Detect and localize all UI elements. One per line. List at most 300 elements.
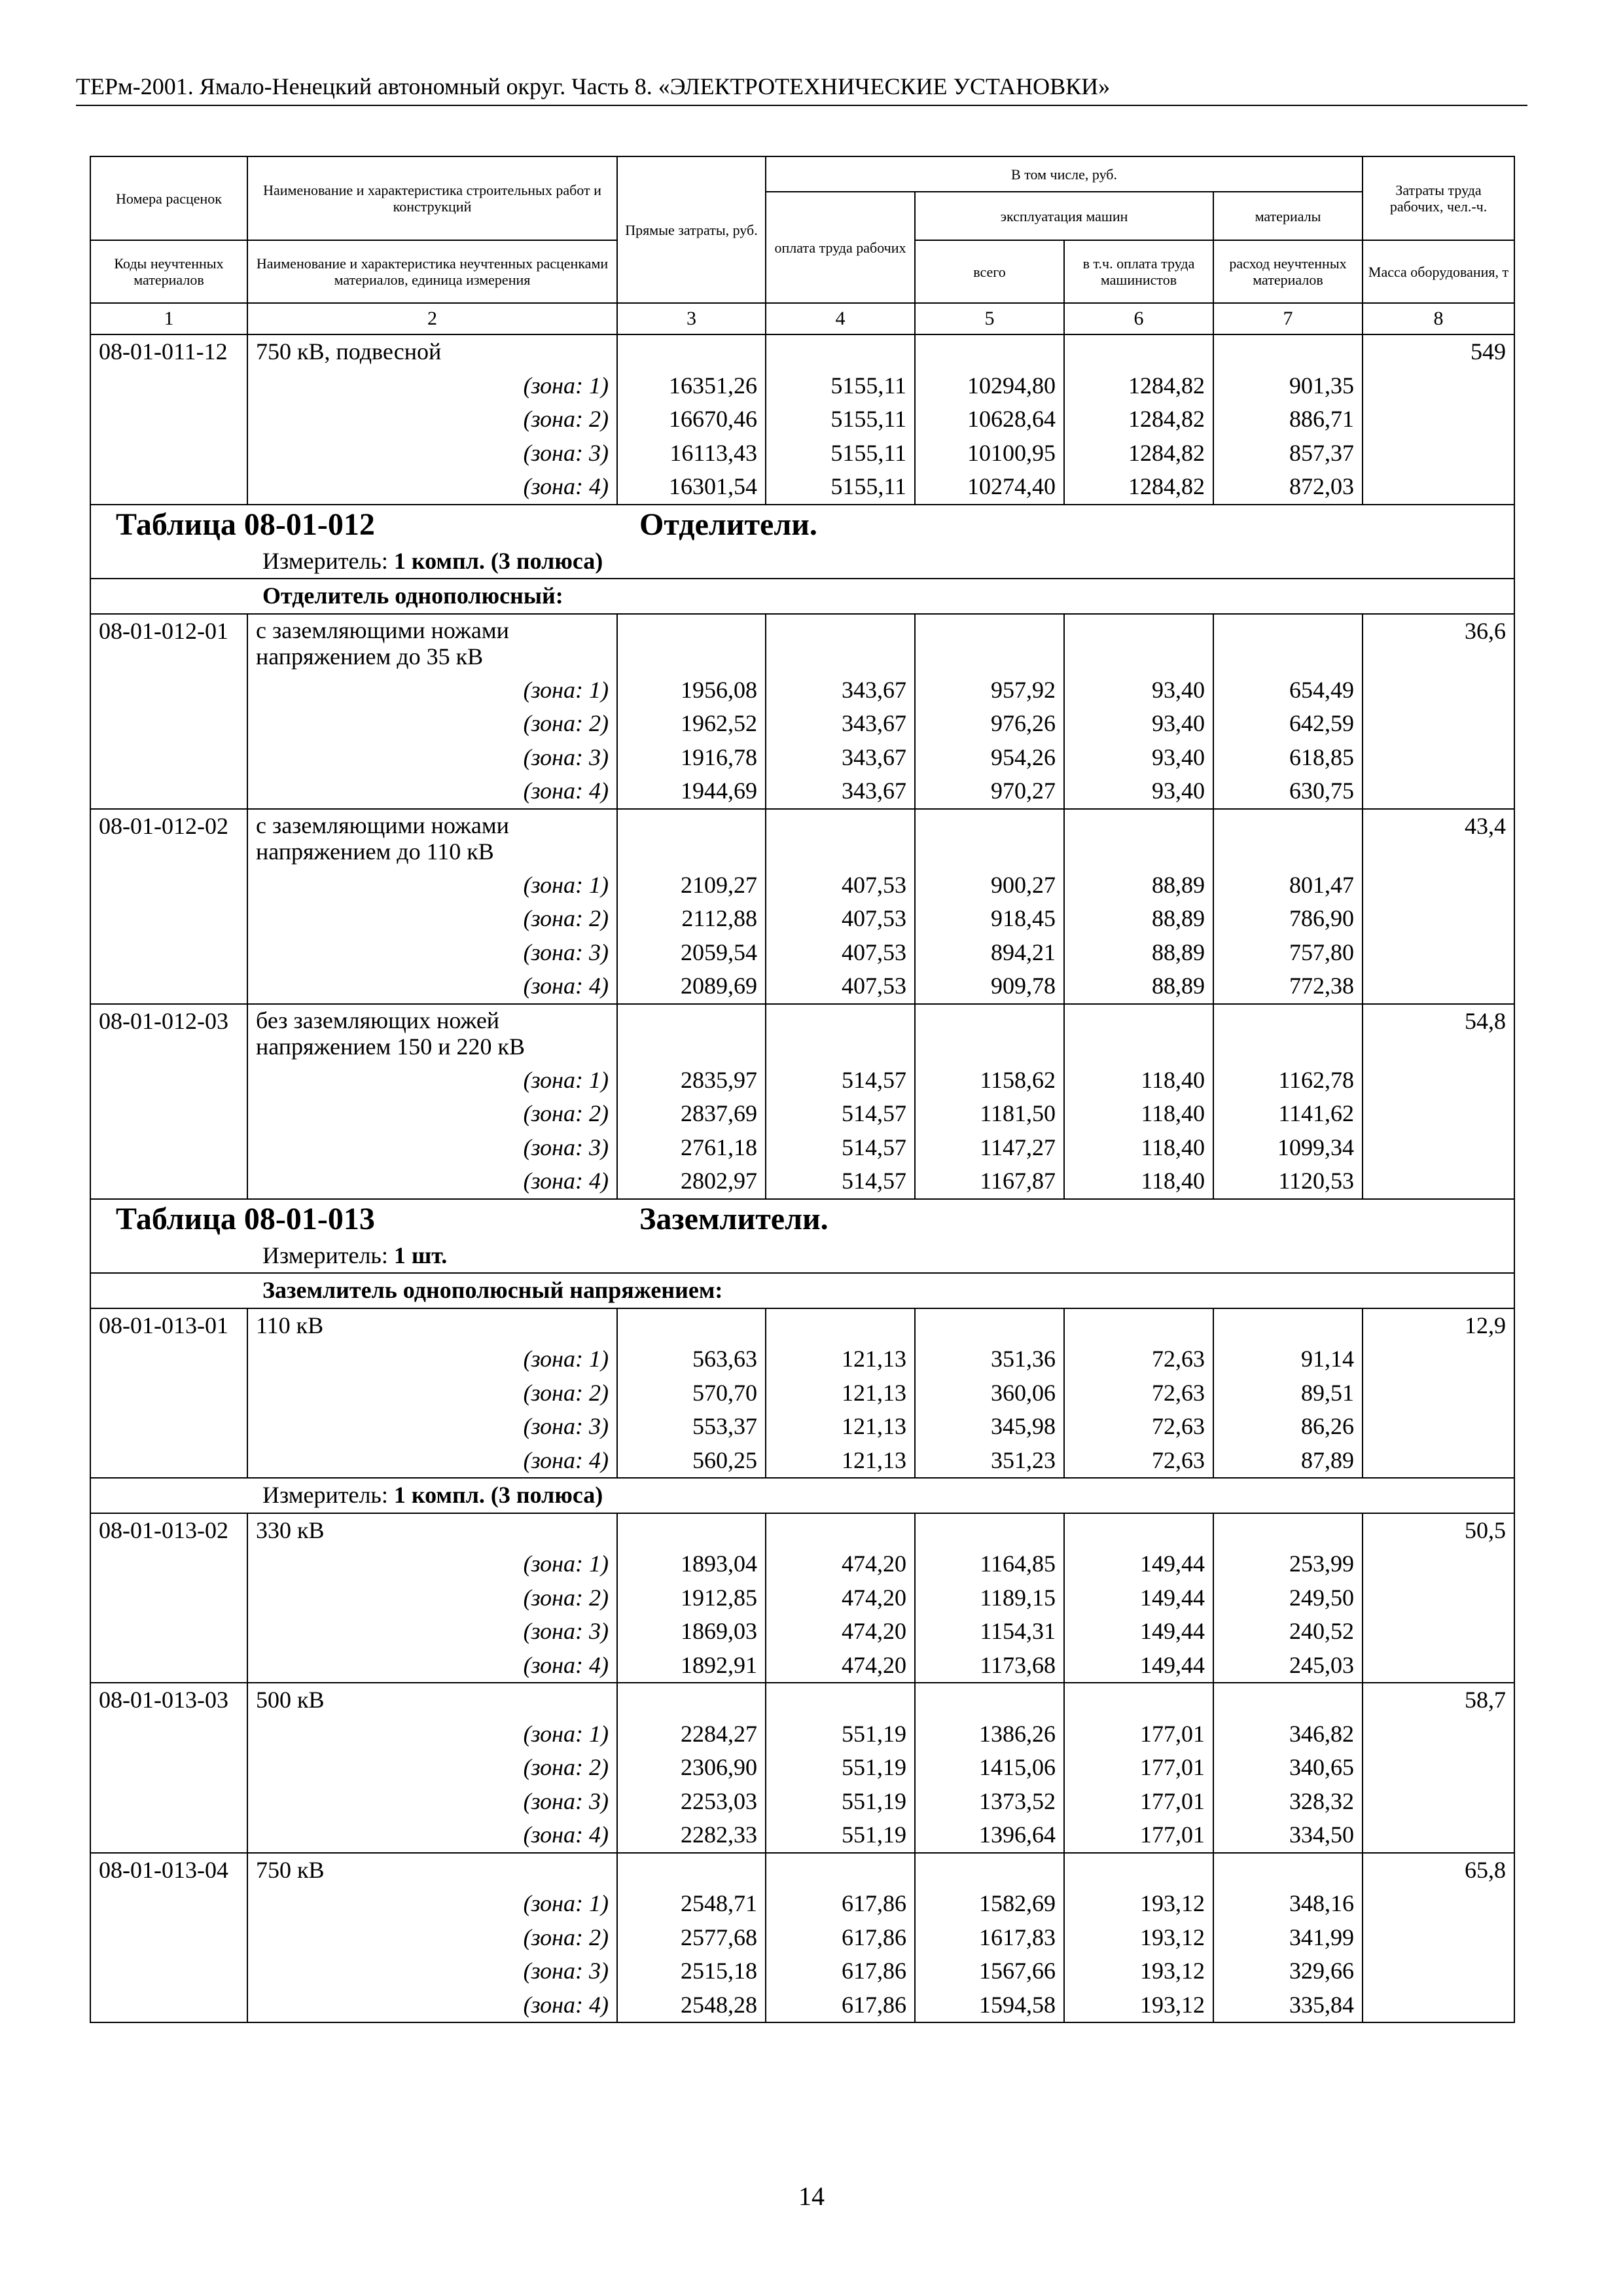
- empty-cell: [90, 1887, 247, 1921]
- col-header-including: В том числе, руб.: [766, 156, 1363, 192]
- empty-cell: [90, 1064, 247, 1098]
- col-number: 5: [915, 303, 1064, 334]
- materials: 1099,34: [1213, 1131, 1363, 1165]
- machines-total: 1173,68: [915, 1649, 1064, 1683]
- zone-row: [90, 1547, 1514, 1581]
- section-title: Отделитель однополюсный:: [262, 583, 563, 609]
- operator-wages: 88,89: [1064, 969, 1213, 1004]
- zone-label: (зона: 3): [247, 1954, 617, 1988]
- col-header-material-codes: Коды неучтенных материалов: [90, 240, 247, 303]
- table-row: [90, 1683, 1514, 1717]
- empty-cell: [1363, 741, 1514, 775]
- materials: 245,03: [1213, 1649, 1363, 1683]
- worker-wages: 617,86: [766, 1921, 915, 1955]
- empty-cell: [90, 1649, 247, 1683]
- worker-wages: 5155,11: [766, 369, 915, 403]
- rate-code: 08-01-011-12: [90, 334, 247, 369]
- empty-cell: [1213, 1853, 1363, 1888]
- zone-label: (зона: 1): [247, 369, 617, 403]
- table-row: [90, 809, 1514, 869]
- col-number: 4: [766, 303, 915, 334]
- work-name: 750 кВ, подвесной: [247, 334, 617, 369]
- table-title-row: [90, 505, 1514, 545]
- empty-cell: [90, 1717, 247, 1751]
- zone-label: (зона: 1): [247, 1064, 617, 1098]
- operator-wages: 177,01: [1064, 1751, 1213, 1785]
- col-header-material-usage: расход неучтенных материалов: [1213, 240, 1363, 303]
- zone-row: [90, 1887, 1514, 1921]
- equipment-mass: 65,8: [1363, 1853, 1514, 1888]
- operator-wages: 149,44: [1064, 1649, 1213, 1683]
- machines-total: 894,21: [915, 936, 1064, 970]
- empty-cell: [915, 1853, 1064, 1888]
- empty-cell: [617, 334, 766, 369]
- machines-total: 1415,06: [915, 1751, 1064, 1785]
- zone-label: (зона: 4): [247, 1988, 617, 2023]
- empty-cell: [1363, 1988, 1514, 2023]
- operator-wages: 177,01: [1064, 1785, 1213, 1819]
- materials: 857,37: [1213, 437, 1363, 471]
- empty-cell: [617, 1004, 766, 1064]
- operator-wages: 1284,82: [1064, 403, 1213, 437]
- operator-wages: 93,40: [1064, 707, 1213, 741]
- empty-cell: [915, 614, 1064, 673]
- machines-total: 351,36: [915, 1342, 1064, 1376]
- worker-wages: 551,19: [766, 1751, 915, 1785]
- empty-cell: [1363, 1751, 1514, 1785]
- materials: 249,50: [1213, 1581, 1363, 1615]
- zone-label: (зона: 3): [247, 1615, 617, 1649]
- empty-cell: [617, 1308, 766, 1343]
- empty-cell: [1363, 1444, 1514, 1479]
- empty-cell: [766, 809, 915, 869]
- empty-cell: [90, 1131, 247, 1165]
- materials: 1162,78: [1213, 1064, 1363, 1098]
- zone-label: (зона: 2): [247, 403, 617, 437]
- worker-wages: 407,53: [766, 936, 915, 970]
- unit-label: Измеритель:: [262, 547, 394, 574]
- machines-total: 10274,40: [915, 470, 1064, 505]
- zone-row: [90, 1444, 1514, 1479]
- operator-wages: 193,12: [1064, 1988, 1213, 2023]
- materials: 86,26: [1213, 1410, 1363, 1444]
- col-number: 7: [1213, 303, 1363, 334]
- zone-label: (зона: 2): [247, 1921, 617, 1955]
- empty-cell: [766, 1853, 915, 1888]
- direct-costs: 2284,27: [617, 1717, 766, 1751]
- empty-cell: [90, 673, 247, 708]
- col-header-machines: эксплуатация машин: [915, 192, 1213, 240]
- operator-wages: 72,63: [1064, 1376, 1213, 1410]
- work-name: с заземляющими ножами напряжением до 110 кВ: [247, 809, 617, 869]
- zone-row: [90, 869, 1514, 903]
- empty-cell: [766, 1513, 915, 1548]
- machines-total: 1154,31: [915, 1615, 1064, 1649]
- materials: 630,75: [1213, 774, 1363, 809]
- empty-cell: [1363, 437, 1514, 471]
- zone-label: (зона: 3): [247, 936, 617, 970]
- col-header-material-names: Наименование и характеристика неучтенных расценками материалов, единица измерения: [247, 240, 617, 303]
- work-name: без заземляющих ножей напряжением 150 и 220 кВ: [247, 1004, 617, 1064]
- unit-text: [99, 1241, 447, 1270]
- empty-cell: [1363, 470, 1514, 505]
- empty-cell: [90, 437, 247, 471]
- zone-row: [90, 1064, 1514, 1098]
- table-row: [90, 1308, 1514, 1343]
- machines-total: 345,98: [915, 1410, 1064, 1444]
- direct-costs: 16113,43: [617, 437, 766, 471]
- zone-row: [90, 403, 1514, 437]
- col-header-labor: Затраты труда рабочих, чел.-ч.: [1363, 156, 1514, 240]
- empty-cell: [90, 774, 247, 809]
- zone-row: [90, 1717, 1514, 1751]
- direct-costs: 2548,71: [617, 1887, 766, 1921]
- unit-cell: [90, 545, 1514, 579]
- machines-total: 1386,26: [915, 1717, 1064, 1751]
- empty-cell: [90, 470, 247, 505]
- unit-cell: [90, 1239, 1514, 1274]
- materials: 786,90: [1213, 902, 1363, 936]
- zone-row: [90, 1376, 1514, 1410]
- zone-label: (зона: 1): [247, 673, 617, 708]
- direct-costs: 570,70: [617, 1376, 766, 1410]
- unit-text: [99, 547, 603, 575]
- empty-cell: [90, 1410, 247, 1444]
- direct-costs: 16301,54: [617, 470, 766, 505]
- materials: 91,14: [1213, 1342, 1363, 1376]
- rate-code: 08-01-012-01: [90, 614, 247, 673]
- materials: 334,50: [1213, 1818, 1363, 1853]
- empty-cell: [1363, 902, 1514, 936]
- zone-label: (зона: 4): [247, 470, 617, 505]
- zone-label: (зона: 2): [247, 707, 617, 741]
- zone-label: (зона: 3): [247, 1785, 617, 1819]
- zone-row: [90, 1342, 1514, 1376]
- empty-cell: [1363, 1064, 1514, 1098]
- empty-cell: [90, 969, 247, 1004]
- zone-row: [90, 470, 1514, 505]
- empty-cell: [617, 1853, 766, 1888]
- direct-costs: 2837,69: [617, 1097, 766, 1131]
- zone-row: [90, 774, 1514, 809]
- equipment-mass: 50,5: [1363, 1513, 1514, 1548]
- rate-code: 08-01-012-02: [90, 809, 247, 869]
- zone-label: (зона: 1): [247, 1717, 617, 1751]
- materials: 1120,53: [1213, 1164, 1363, 1199]
- zone-row: [90, 1921, 1514, 1955]
- zone-label: (зона: 3): [247, 437, 617, 471]
- zone-label: (зона: 2): [247, 902, 617, 936]
- empty-cell: [1363, 1615, 1514, 1649]
- zone-row: [90, 1131, 1514, 1165]
- worker-wages: 343,67: [766, 673, 915, 708]
- materials: 618,85: [1213, 741, 1363, 775]
- direct-costs: 563,63: [617, 1342, 766, 1376]
- empty-cell: [90, 1988, 247, 2023]
- zone-row: [90, 1581, 1514, 1615]
- empty-cell: [617, 1513, 766, 1548]
- zone-label: (зона: 3): [247, 1131, 617, 1165]
- worker-wages: 121,13: [766, 1342, 915, 1376]
- operator-wages: 72,63: [1064, 1342, 1213, 1376]
- table-title-cell: [90, 1199, 1514, 1239]
- machines-total: 1582,69: [915, 1887, 1064, 1921]
- zone-label: (зона: 1): [247, 1547, 617, 1581]
- materials: 340,65: [1213, 1751, 1363, 1785]
- table-id: Таблица 08-01-012: [116, 507, 375, 542]
- zone-row: [90, 1615, 1514, 1649]
- direct-costs: 2548,28: [617, 1988, 766, 2023]
- empty-cell: [1213, 1308, 1363, 1343]
- empty-cell: [90, 1164, 247, 1199]
- machines-total: 918,45: [915, 902, 1064, 936]
- empty-cell: [1363, 707, 1514, 741]
- worker-wages: 514,57: [766, 1131, 915, 1165]
- direct-costs: 1893,04: [617, 1547, 766, 1581]
- empty-cell: [915, 1004, 1064, 1064]
- worker-wages: 551,19: [766, 1717, 915, 1751]
- operator-wages: 149,44: [1064, 1615, 1213, 1649]
- machines-total: 1396,64: [915, 1818, 1064, 1853]
- section-row: [90, 579, 1514, 614]
- empty-cell: [90, 1615, 247, 1649]
- machines-total: 360,06: [915, 1376, 1064, 1410]
- zone-label: (зона: 3): [247, 1410, 617, 1444]
- empty-cell: [915, 1513, 1064, 1548]
- empty-cell: [1363, 1921, 1514, 1955]
- machines-total: 900,27: [915, 869, 1064, 903]
- materials: 757,80: [1213, 936, 1363, 970]
- empty-cell: [90, 1581, 247, 1615]
- materials: 801,47: [1213, 869, 1363, 903]
- empty-cell: [1213, 1513, 1363, 1548]
- zone-row: [90, 902, 1514, 936]
- worker-wages: 407,53: [766, 969, 915, 1004]
- worker-wages: 5155,11: [766, 470, 915, 505]
- empty-cell: [1363, 1785, 1514, 1819]
- zone-label: (зона: 1): [247, 1342, 617, 1376]
- zone-label: (зона: 2): [247, 1581, 617, 1615]
- direct-costs: 16351,26: [617, 369, 766, 403]
- machines-total: 1147,27: [915, 1131, 1064, 1165]
- materials: 1141,62: [1213, 1097, 1363, 1131]
- empty-cell: [90, 1547, 247, 1581]
- table-title: Заземлители.: [639, 1201, 829, 1236]
- machines-total: 10100,95: [915, 437, 1064, 471]
- empty-cell: [1363, 1581, 1514, 1615]
- empty-cell: [1363, 1097, 1514, 1131]
- direct-costs: 2282,33: [617, 1818, 766, 1853]
- direct-costs: 2577,68: [617, 1921, 766, 1955]
- equipment-mass: 58,7: [1363, 1683, 1514, 1717]
- operator-wages: 193,12: [1064, 1954, 1213, 1988]
- empty-cell: [1064, 334, 1213, 369]
- empty-cell: [90, 707, 247, 741]
- machines-total: 10628,64: [915, 403, 1064, 437]
- worker-wages: 514,57: [766, 1097, 915, 1131]
- table-id: Таблица 08-01-013: [116, 1201, 375, 1236]
- worker-wages: 551,19: [766, 1818, 915, 1853]
- materials: 240,52: [1213, 1615, 1363, 1649]
- empty-cell: [617, 614, 766, 673]
- zone-label: (зона: 4): [247, 1818, 617, 1853]
- empty-cell: [1363, 1342, 1514, 1376]
- section-cell: [90, 1273, 1514, 1308]
- operator-wages: 118,40: [1064, 1164, 1213, 1199]
- operator-wages: 88,89: [1064, 936, 1213, 970]
- operator-wages: 149,44: [1064, 1581, 1213, 1615]
- operator-wages: 118,40: [1064, 1097, 1213, 1131]
- worker-wages: 343,67: [766, 741, 915, 775]
- worker-wages: 407,53: [766, 902, 915, 936]
- empty-cell: [1064, 1853, 1213, 1888]
- zone-row: [90, 369, 1514, 403]
- worker-wages: 343,67: [766, 707, 915, 741]
- worker-wages: 121,13: [766, 1444, 915, 1479]
- direct-costs: 2109,27: [617, 869, 766, 903]
- direct-costs: 2306,90: [617, 1751, 766, 1785]
- direct-costs: 2059,54: [617, 936, 766, 970]
- unit-text: [99, 1480, 603, 1509]
- machines-total: 1594,58: [915, 1988, 1064, 2023]
- direct-costs: 1944,69: [617, 774, 766, 809]
- operator-wages: 72,63: [1064, 1410, 1213, 1444]
- empty-cell: [617, 1683, 766, 1717]
- empty-cell: [1363, 969, 1514, 1004]
- work-name: 750 кВ: [247, 1853, 617, 1888]
- direct-costs: 560,25: [617, 1444, 766, 1479]
- zone-row: [90, 673, 1514, 708]
- materials: 348,16: [1213, 1887, 1363, 1921]
- empty-cell: [1363, 1717, 1514, 1751]
- table-row: [90, 1853, 1514, 1888]
- col-number: 1: [90, 303, 247, 334]
- zone-label: (зона: 4): [247, 774, 617, 809]
- empty-cell: [90, 1444, 247, 1479]
- zone-label: (зона: 4): [247, 1444, 617, 1479]
- zone-row: [90, 437, 1514, 471]
- zone-label: (зона: 2): [247, 1097, 617, 1131]
- unit-value: 1 компл. (3 полюса): [393, 1482, 603, 1508]
- table-title-cell: [90, 505, 1514, 545]
- worker-wages: 474,20: [766, 1547, 915, 1581]
- col-header-wages: оплата труда рабочих: [766, 192, 915, 303]
- materials: 886,71: [1213, 403, 1363, 437]
- empty-cell: [1064, 809, 1213, 869]
- empty-cell: [90, 1921, 247, 1955]
- empty-cell: [1213, 1683, 1363, 1717]
- materials: 654,49: [1213, 673, 1363, 708]
- empty-cell: [1363, 869, 1514, 903]
- table-title: Отделители.: [639, 507, 817, 542]
- empty-cell: [90, 403, 247, 437]
- empty-cell: [1363, 1887, 1514, 1921]
- empty-cell: [1363, 936, 1514, 970]
- machines-total: 954,26: [915, 741, 1064, 775]
- machines-total: 1189,15: [915, 1581, 1064, 1615]
- work-name: 500 кВ: [247, 1683, 617, 1717]
- empty-cell: [766, 614, 915, 673]
- empty-cell: [90, 1751, 247, 1785]
- operator-wages: 1284,82: [1064, 369, 1213, 403]
- materials: 335,84: [1213, 1988, 1363, 2023]
- empty-cell: [90, 902, 247, 936]
- zone-label: (зона: 2): [247, 1376, 617, 1410]
- empty-cell: [1213, 334, 1363, 369]
- materials: 346,82: [1213, 1717, 1363, 1751]
- machines-total: 10294,80: [915, 369, 1064, 403]
- table-body: [90, 334, 1514, 2022]
- empty-cell: [90, 869, 247, 903]
- empty-cell: [766, 1308, 915, 1343]
- zone-label: (зона: 4): [247, 969, 617, 1004]
- empty-cell: [1064, 1683, 1213, 1717]
- machines-total: 1567,66: [915, 1954, 1064, 1988]
- empty-cell: [1363, 1547, 1514, 1581]
- rate-code: 08-01-013-02: [90, 1513, 247, 1548]
- empty-cell: [1213, 614, 1363, 673]
- zone-label: (зона: 4): [247, 1164, 617, 1199]
- unit-row: [90, 1478, 1514, 1513]
- operator-wages: 118,40: [1064, 1131, 1213, 1165]
- worker-wages: 474,20: [766, 1649, 915, 1683]
- operator-wages: 93,40: [1064, 774, 1213, 809]
- page-header: ТЕРм-2001. Ямало-Ненецкий автономный округ. Часть 8. «ЭЛЕКТРОТЕХНИЧЕСКИЕ УСТАНОВКИ»: [76, 72, 1527, 106]
- machines-total: 1373,52: [915, 1785, 1064, 1819]
- empty-cell: [915, 334, 1064, 369]
- zone-row: [90, 707, 1514, 741]
- empty-cell: [1064, 1308, 1213, 1343]
- table-row: [90, 614, 1514, 673]
- table-row: [90, 1004, 1514, 1064]
- worker-wages: 474,20: [766, 1615, 915, 1649]
- empty-cell: [1213, 809, 1363, 869]
- operator-wages: 193,12: [1064, 1887, 1213, 1921]
- zone-label: (зона: 4): [247, 1649, 617, 1683]
- direct-costs: 16670,46: [617, 403, 766, 437]
- worker-wages: 343,67: [766, 774, 915, 809]
- empty-cell: [90, 741, 247, 775]
- equipment-mass: 43,4: [1363, 809, 1514, 869]
- machines-total: 1158,62: [915, 1064, 1064, 1098]
- rate-code: 08-01-012-03: [90, 1004, 247, 1064]
- materials: 642,59: [1213, 707, 1363, 741]
- empty-cell: [766, 334, 915, 369]
- worker-wages: 617,86: [766, 1988, 915, 2023]
- table-row: [90, 334, 1514, 369]
- machines-total: 351,23: [915, 1444, 1064, 1479]
- empty-cell: [90, 1954, 247, 1988]
- worker-wages: 121,13: [766, 1410, 915, 1444]
- worker-wages: 5155,11: [766, 437, 915, 471]
- empty-cell: [915, 1308, 1064, 1343]
- machines-total: 1167,87: [915, 1164, 1064, 1199]
- operator-wages: 1284,82: [1064, 470, 1213, 505]
- empty-cell: [1363, 1410, 1514, 1444]
- empty-cell: [90, 936, 247, 970]
- materials: 328,32: [1213, 1785, 1363, 1819]
- worker-wages: 617,86: [766, 1954, 915, 1988]
- empty-cell: [1363, 1818, 1514, 1853]
- machines-total: 1617,83: [915, 1921, 1064, 1955]
- zone-row: [90, 1410, 1514, 1444]
- zone-row: [90, 1954, 1514, 1988]
- equipment-mass: 54,8: [1363, 1004, 1514, 1064]
- rate-code: 08-01-013-01: [90, 1308, 247, 1343]
- work-name: 110 кВ: [247, 1308, 617, 1343]
- empty-cell: [90, 1097, 247, 1131]
- col-header-rate-number: Номера расценок: [90, 156, 247, 240]
